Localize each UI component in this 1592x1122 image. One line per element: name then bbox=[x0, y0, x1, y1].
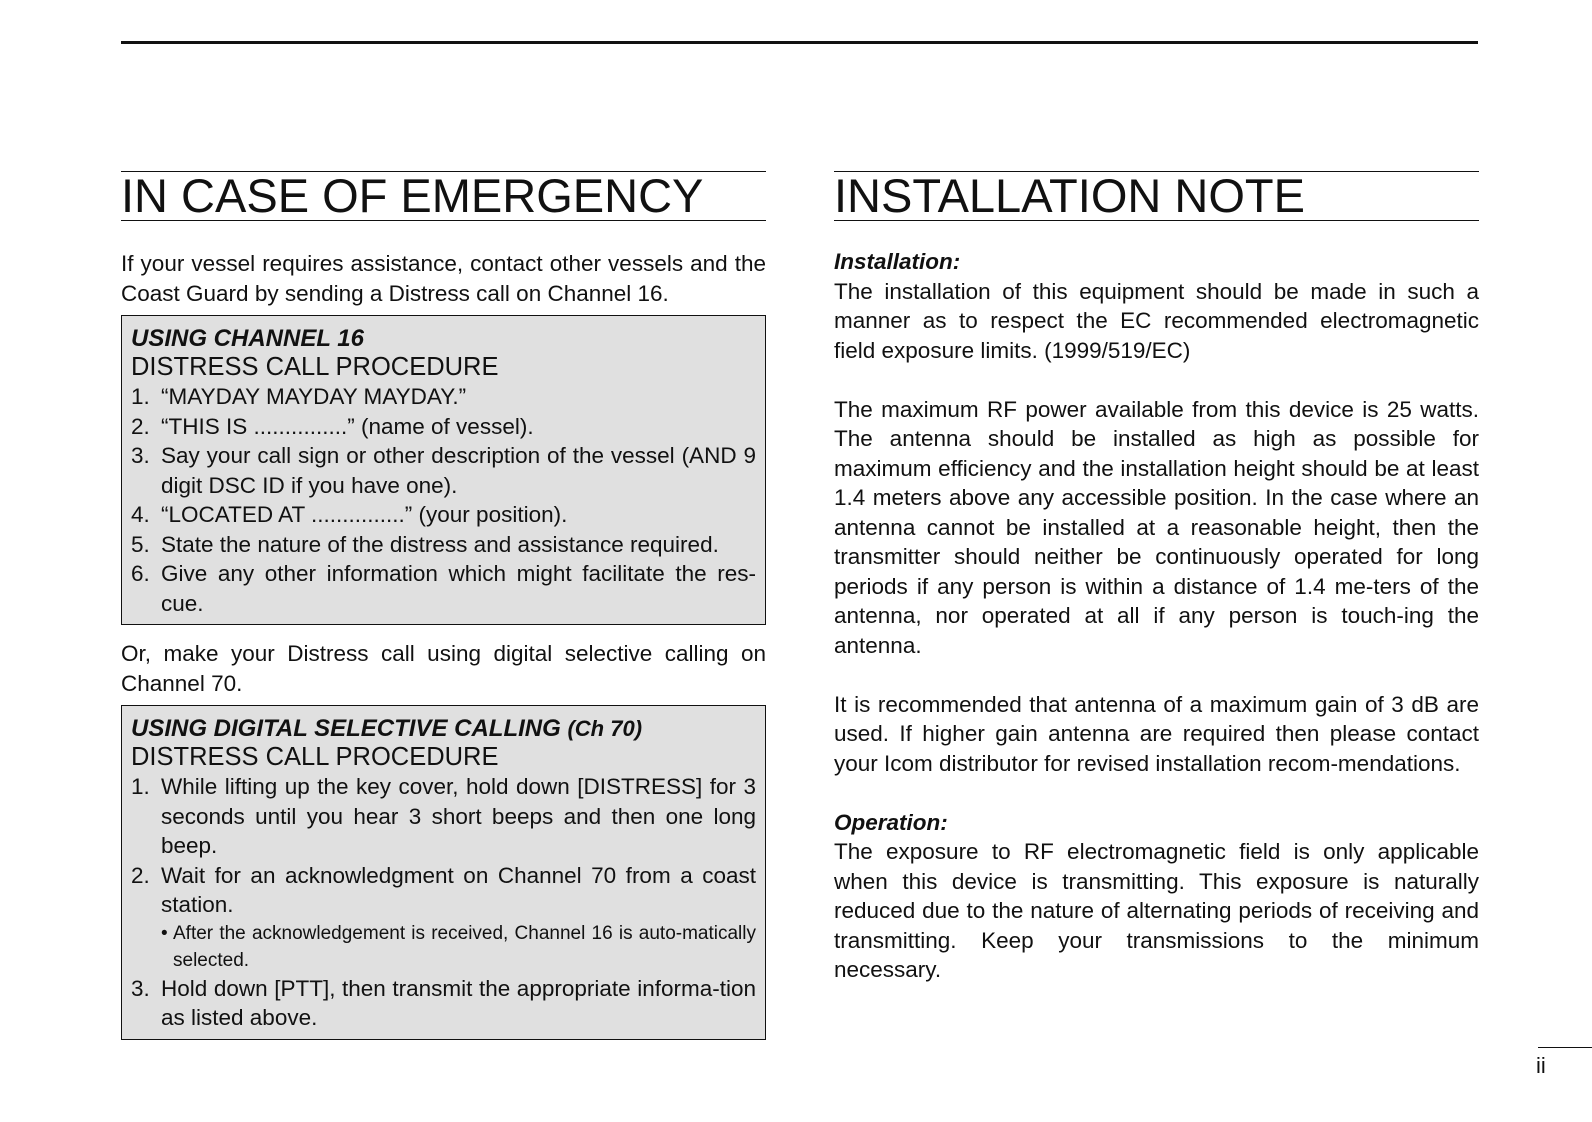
operation-heading: Operation: bbox=[834, 809, 948, 835]
page-number: ii bbox=[1536, 1053, 1546, 1078]
step-text: Say your call sign or other description of the vessel (AND 9 digit DSC ID if you have one). bbox=[161, 443, 756, 498]
list-item bbox=[131, 500, 756, 530]
dsc-steps bbox=[131, 772, 756, 920]
step-text: While lifting up the key cover, hold down [DISTRESS] for 3 seconds until you hear 3 short beeps and then one long beep. bbox=[161, 774, 756, 858]
emergency-intro: If your vessel requires assistance, contact other vessels and the Coast Guard by sending a Distress call on Channel 16. bbox=[121, 251, 766, 306]
installation-section bbox=[834, 171, 1479, 985]
dsc-intro: Or, make your Distress call using digital selective calling on Channel 70. bbox=[121, 641, 766, 696]
list-item bbox=[131, 861, 756, 920]
step-text: State the nature of the distress and assistance required. bbox=[161, 531, 719, 557]
emergency-section bbox=[121, 171, 766, 1040]
step-text: Hold down [PTT], then transmit the appropriate informa-tion as listed above. bbox=[161, 975, 756, 1030]
step-number: 4. bbox=[131, 502, 150, 527]
bullet-icon: • bbox=[161, 922, 168, 944]
channel16-box-subtitle: DISTRESS CALL PROCEDURE bbox=[131, 353, 499, 381]
installation-paragraph-1: The installation of this equipment should be made in such a manner as to respect the EC recommended electromagnetic field exposure limits. (1999/519/EC) bbox=[834, 278, 1479, 363]
list-item bbox=[131, 559, 756, 618]
list-item bbox=[131, 382, 756, 412]
channel16-box bbox=[121, 315, 766, 625]
dsc-steps-continued bbox=[131, 974, 756, 1033]
emergency-title: IN CASE OF EMERGENCY bbox=[121, 171, 766, 221]
list-item bbox=[131, 974, 756, 1033]
installation-paragraph-3: It is recommended that antenna of a maximum gain of 3 dB are used. If higher gain antenna are required then please contact your Icom distributor for revised installation recom-mendations. bbox=[834, 691, 1479, 776]
dsc-note bbox=[131, 920, 756, 974]
dsc-box-title bbox=[131, 714, 756, 743]
list-item bbox=[131, 441, 756, 500]
dsc-box-subtitle: DISTRESS CALL PROCEDURE bbox=[131, 743, 499, 771]
step-text: “THIS IS ...............” (name of vessel). bbox=[161, 413, 534, 439]
step-number: 5. bbox=[131, 531, 150, 557]
step-number: 2. bbox=[131, 862, 150, 888]
step-text: Wait for an acknowledgment on Channel 70 from a coast station. bbox=[161, 862, 756, 917]
operation-paragraph: The exposure to RF electromagnetic field is only applicable when this device is transmitting. This exposure is naturally reduced due to the nature of alternating periods of receiving and transmitting. Keep your transmissions to the minimum necessary. bbox=[834, 839, 1479, 982]
dsc-note-text: After the acknowledgement is received, Channel 16 is auto-matically selected. bbox=[173, 922, 756, 971]
list-item bbox=[131, 772, 756, 861]
list-item bbox=[131, 412, 756, 442]
dsc-box-title-channel: (Ch 70) bbox=[567, 716, 643, 741]
installation-title: INSTALLATION NOTE bbox=[834, 171, 1479, 221]
header-rule bbox=[121, 41, 1478, 44]
footer-rule bbox=[1538, 1047, 1592, 1048]
list-item bbox=[131, 530, 756, 560]
step-number: 1. bbox=[131, 384, 150, 409]
installation-paragraph-2: The maximum RF power available from this device is 25 watts. The antenna should be installed as high as possible for maximum efficiency and the installation height should be at least 1.4 meters above any accessible position. In the case where an antenna cannot be installed at a reasonable height, then the transmitter should neither be continuously operated for long periods if any person is within a distance of 1.4 me-ters of the antenna, nor operated at all if any person is touch-ing the antenna. bbox=[834, 396, 1479, 658]
step-number: 2. bbox=[131, 413, 150, 439]
step-text: “MAYDAY MAYDAY MAYDAY.” bbox=[161, 384, 467, 409]
channel16-steps bbox=[131, 382, 756, 618]
step-number: 1. bbox=[131, 774, 150, 799]
step-number: 3. bbox=[131, 443, 150, 468]
step-text: “LOCATED AT ...............” (your position). bbox=[161, 502, 568, 527]
installation-heading: Installation: bbox=[834, 249, 961, 274]
channel16-box-title: USING CHANNEL 16 bbox=[131, 325, 364, 352]
step-number: 3. bbox=[131, 975, 150, 1001]
step-number: 6. bbox=[131, 561, 150, 586]
step-text: Give any other information which might facilitate the res-cue. bbox=[161, 561, 756, 616]
dsc-box bbox=[121, 705, 766, 1040]
dsc-box-title-main: USING DIGITAL SELECTIVE CALLING bbox=[131, 715, 561, 742]
